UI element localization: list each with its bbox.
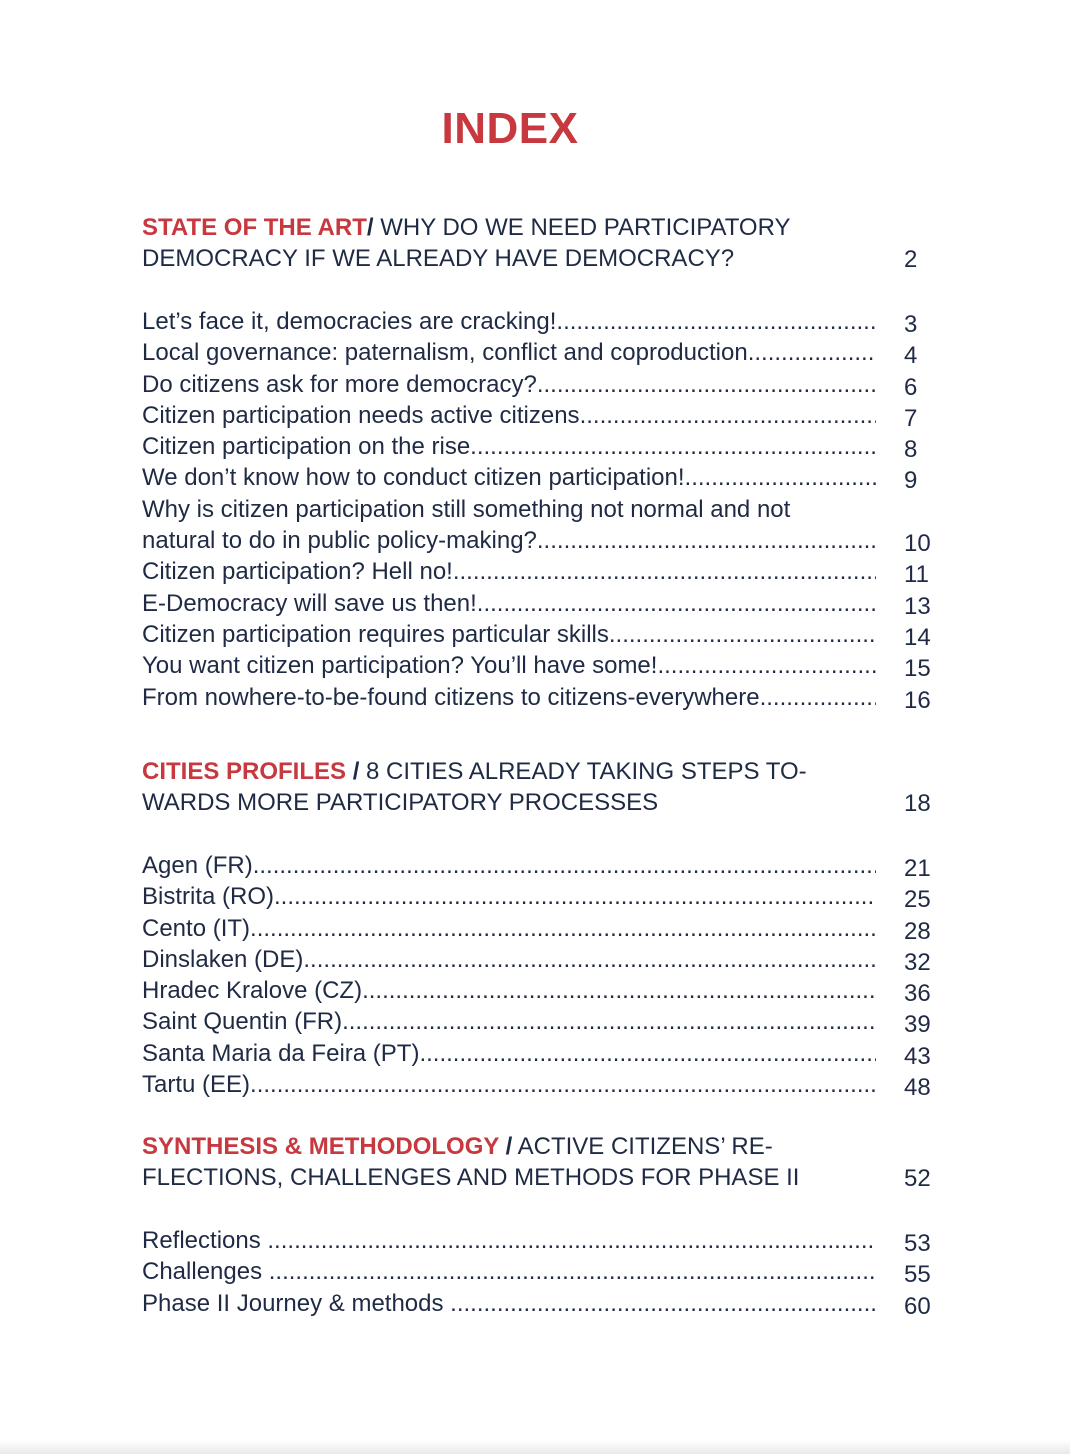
toc-entry-page: 53	[904, 1230, 931, 1257]
toc-entry-page: 15	[904, 655, 931, 683]
toc-entry[interactable]	[142, 337, 942, 368]
toc-entry-label: Bistrita (RO) .....	[142, 881, 876, 912]
section-page-number: 18	[904, 790, 931, 817]
toc-entry-label: Saint Quentin (FR) .....	[142, 1006, 876, 1037]
section-heading	[142, 212, 942, 276]
toc-entry-page: 8	[904, 436, 918, 464]
section-heading-text	[142, 1131, 872, 1193]
toc-entry[interactable]	[142, 588, 942, 619]
toc-entry-label: Hradec Kralove (CZ) .....	[142, 975, 876, 1006]
toc-entry[interactable]	[142, 944, 942, 975]
toc-entry-label: Dinslaken (DE) .....	[142, 944, 876, 975]
toc-entry-label: We don’t know how to conduct citizen participation! .....	[142, 462, 876, 493]
toc-entry-label: From nowhere-to-be-found citizens to citizens-everywhere .....	[142, 682, 876, 713]
section-heading-text	[142, 212, 872, 274]
toc-entry[interactable]	[142, 650, 942, 681]
toc-entry-page: 4	[904, 342, 918, 370]
toc-entry-page: 10	[904, 529, 931, 557]
toc-entry-page: 6	[904, 373, 918, 401]
section-subtitle-line2: DEMOCRACY IF WE ALREADY HAVE DEMOCRACY?	[142, 245, 735, 272]
toc-entry-page: 25	[904, 886, 931, 914]
toc-entry[interactable]	[142, 1069, 942, 1100]
toc-entry-page: 3	[904, 311, 918, 338]
toc-entry[interactable]	[142, 1038, 942, 1069]
toc-entry[interactable]	[142, 913, 942, 944]
section-separator: /	[498, 1133, 513, 1160]
section-heading-text	[142, 756, 872, 818]
section-page-number: 52	[904, 1165, 931, 1192]
toc-entry-page: 16	[904, 686, 931, 714]
toc-entry[interactable]	[142, 619, 942, 650]
toc-entry[interactable]	[142, 1225, 942, 1256]
toc-entry-label: Santa Maria da Feira (PT) .....	[142, 1038, 876, 1069]
section-heading	[142, 756, 942, 820]
toc-entry-page: 11	[904, 561, 929, 589]
toc-entry[interactable]	[142, 494, 942, 557]
toc-entry-page: 28	[904, 917, 931, 945]
toc-entry-label: You want citizen participation? You’ll have some! .....	[142, 650, 876, 681]
toc-entry[interactable]	[142, 881, 942, 912]
toc-entry-page: 9	[904, 467, 918, 495]
toc-entry-label: Local governance: paternalism, conflict and coproduction .....	[142, 337, 876, 368]
toc-entry-label: Reflections .....	[142, 1225, 876, 1256]
toc-entry-label-line1: Why is citizen participation still something not normal and not	[142, 495, 791, 523]
toc-entry-label: Challenges .....	[142, 1256, 876, 1287]
toc-entry-page: 13	[904, 592, 931, 620]
section-cities-profiles	[142, 756, 942, 1100]
toc-entry[interactable]	[142, 1256, 942, 1287]
toc-entry-page: 32	[904, 948, 931, 976]
toc-entry-page: 36	[904, 980, 931, 1008]
toc-entry[interactable]	[142, 431, 942, 462]
toc-entry-label: E-Democracy will save us then! .....	[142, 588, 876, 619]
section-synthesis-methodology	[142, 1131, 942, 1319]
section-separator: /	[346, 758, 360, 785]
toc-entry[interactable]	[142, 556, 942, 587]
section-page-number: 2	[904, 246, 918, 273]
toc-entry-page: 55	[904, 1261, 931, 1289]
toc-entry[interactable]	[142, 1006, 942, 1037]
toc-entry-label: Tartu (EE) .....	[142, 1069, 876, 1100]
section-subtitle-line2: FLECTIONS, CHALLENGES AND METHODS FOR PHASE II	[142, 1164, 800, 1191]
toc-entry[interactable]	[142, 975, 942, 1006]
toc-entry-label: Citizen participation on the rise .....	[142, 431, 876, 462]
section-title: SYNTHESIS & METHODOLOGY	[142, 1133, 499, 1160]
toc-entry-page: 43	[904, 1042, 931, 1070]
section-subtitle-line1: WHY DO WE NEED PARTICIPATORY	[373, 214, 791, 241]
toc-entry-label: Let’s face it, democracies are cracking! .....	[142, 306, 876, 337]
section-subtitle-line2: WARDS MORE PARTICIPATORY PROCESSES	[142, 789, 659, 816]
toc-entry[interactable]	[142, 306, 942, 337]
toc-entry[interactable]	[142, 369, 942, 400]
section-title: CITIES PROFILES	[142, 758, 347, 785]
toc-entry-label: Cento (IT) .....	[142, 913, 876, 944]
toc-entry-label: Do citizens ask for more democracy? .....	[142, 369, 876, 400]
toc-entry-label: Phase II Journey & methods .....	[142, 1288, 876, 1319]
toc-entry[interactable]	[142, 400, 942, 431]
toc-entry-label: Agen (FR) .....	[142, 850, 876, 881]
toc-entry-page: 39	[904, 1011, 931, 1039]
section-heading	[142, 1131, 942, 1195]
section-state-of-the-art	[142, 212, 942, 713]
page-bottom-shadow	[0, 1440, 1070, 1454]
section-separator: /	[366, 214, 374, 241]
section-title: STATE OF THE ART	[142, 214, 367, 241]
toc-entry-page: 14	[904, 623, 931, 651]
section-subtitle-line1: 8 CITIES ALREADY TAKING STEPS TO-	[359, 758, 807, 785]
page-title: INDEX	[441, 104, 579, 153]
section-subtitle-line1: ACTIVE CITIZENS’ RE-	[512, 1133, 773, 1160]
toc-entry[interactable]	[142, 1288, 942, 1319]
toc-entry-page: 7	[904, 404, 918, 432]
toc-entry[interactable]	[142, 682, 942, 713]
toc-entry-page: 60	[904, 1292, 931, 1320]
toc-entry-page: 48	[904, 1074, 931, 1102]
toc-entry[interactable]	[142, 850, 942, 881]
toc-entry-label: Citizen participation? Hell no! .....	[142, 556, 876, 587]
toc-entry-page: 21	[904, 855, 931, 882]
toc-entry-label: natural to do in public policy-making? .....	[142, 525, 876, 556]
toc-entry-label: Citizen participation needs active citizens .....	[142, 400, 876, 431]
toc-entry-label: Citizen participation requires particular skills .....	[142, 619, 876, 650]
toc-entry[interactable]	[142, 462, 942, 493]
